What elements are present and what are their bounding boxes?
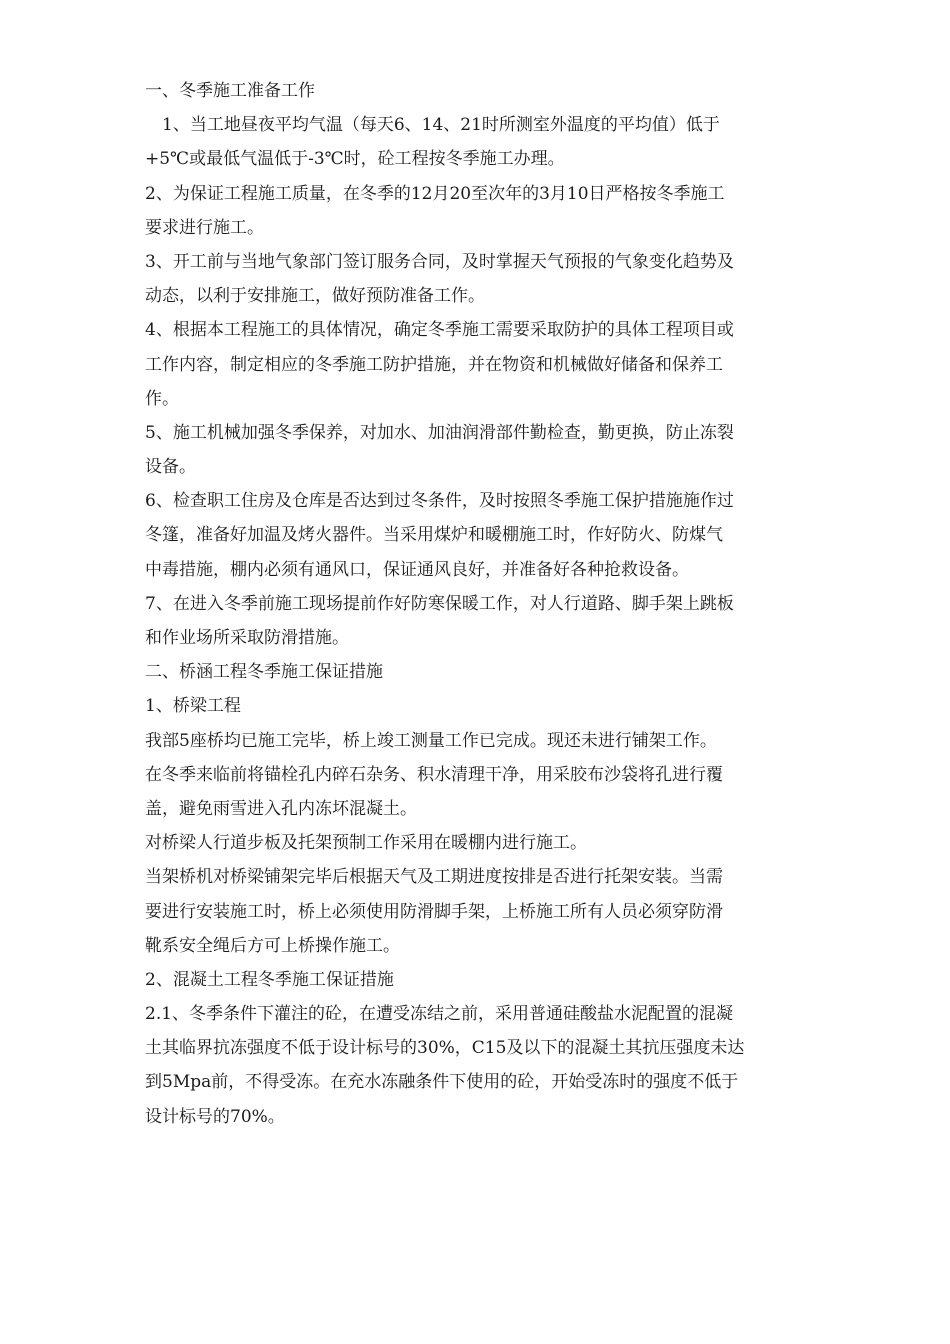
- heading-winter-preparation: 一、冬季施工准备工作: [145, 81, 315, 101]
- paragraph-line: 要求进行施工。: [145, 217, 264, 238]
- paragraph-line: 盖，避免雨雪进入孔内冻坏混凝土。: [145, 798, 417, 819]
- paragraph-line: 工作内容，制定相应的冬季施工防护措施，并在物资和机械做好储备和保养工: [145, 354, 723, 375]
- paragraph-line: 要进行安装施工时，桥上必须使用防滑脚手架，上桥施工所有人员必须穿防滑: [145, 901, 723, 922]
- heading-bridge-culvert-measures: 二、桥涵工程冬季施工保证措施: [145, 662, 383, 683]
- paragraph-line: 到5Mpa前，不得受冻。在充水冻融条件下使用的砼，开始受冻时的强度不低于: [145, 1072, 739, 1093]
- paragraph-line: 3、开工前与当地气象部门签订服务合同，及时掌握天气预报的气象变化趋势及: [145, 251, 734, 272]
- paragraph-line: 我部5座桥均已施工完毕，桥上竣工测量工作已完成。现还未进行铺架工作。: [145, 730, 717, 751]
- paragraph-line: 靴系安全绳后方可上桥操作施工。: [145, 935, 400, 956]
- paragraph-line: 冬篷，准备好加温及烤火器件。当采用煤炉和暖棚施工时，作好防火、防煤气: [145, 525, 723, 546]
- paragraph-line: +5℃或最低气温低于-3℃时，砼工程按冬季施工办理。: [145, 149, 565, 170]
- paragraph-line: 5、施工机械加强冬季保养，对加水、加油润滑部件勤检查，勤更换，防止冻裂: [145, 422, 734, 443]
- paragraph-line: 在冬季来临前将锚栓孔内碎石杂务、积水清理干净，用采胶布沙袋将孔进行覆: [145, 764, 723, 785]
- paragraph-line: 6、检查职工住房及仓库是否达到过冬条件，及时按照冬季施工保护措施施作过: [145, 491, 734, 512]
- paragraph-line: 2、为保证工程施工质量，在冬季的12月20至次年的3月10日严格按冬季施工: [145, 183, 725, 204]
- paragraph-line: 4、根据本工程施工的具体情况，确定冬季施工需要采取防护的具体工程项目或: [145, 320, 734, 341]
- subheading-bridge-works: 1、桥梁工程: [145, 696, 241, 717]
- paragraph-line: 土其临界抗冻强度不低于设计标号的30%，C15及以下的混凝土其抗压强度未达: [145, 1038, 745, 1059]
- paragraph-line: 作。: [145, 388, 179, 409]
- paragraph-line: 当架桥机对桥梁铺架完毕后根据天气及工期进度按排是否进行托架安装。当需: [145, 867, 723, 888]
- subheading-concrete-works: 2、混凝土工程冬季施工保证措施: [145, 969, 394, 990]
- paragraph-line: 7、在进入冬季前施工现场提前作好防寒保暖工作，对人行道路、脚手架上跳板: [145, 593, 734, 614]
- paragraph-line: 1、当工地昼夜平均气温（每天6、14、21时所测室外温度的平均值）低于: [162, 115, 720, 136]
- paragraph-line: 对桥梁人行道步板及托架预制工作采用在暖棚内进行施工。: [145, 833, 587, 854]
- paragraph-line: 2.1、冬季条件下灌注的砼，在遭受冻结之前，采用普通硅酸盐水泥配置的混凝: [145, 1004, 734, 1025]
- paragraph-line: 动态，以利于安排施工，做好预防准备工作。: [145, 286, 485, 307]
- paragraph-line: 中毒措施，棚内必须有通风口，保证通风良好，并准备好各种抢救设备。: [145, 559, 689, 580]
- paragraph-line: 设备。: [145, 457, 196, 478]
- document-body: [145, 74, 815, 1134]
- paragraph-line: 和作业场所采取防滑措施。: [145, 628, 349, 648]
- paragraph-line: 设计标号的70%。: [145, 1106, 285, 1127]
